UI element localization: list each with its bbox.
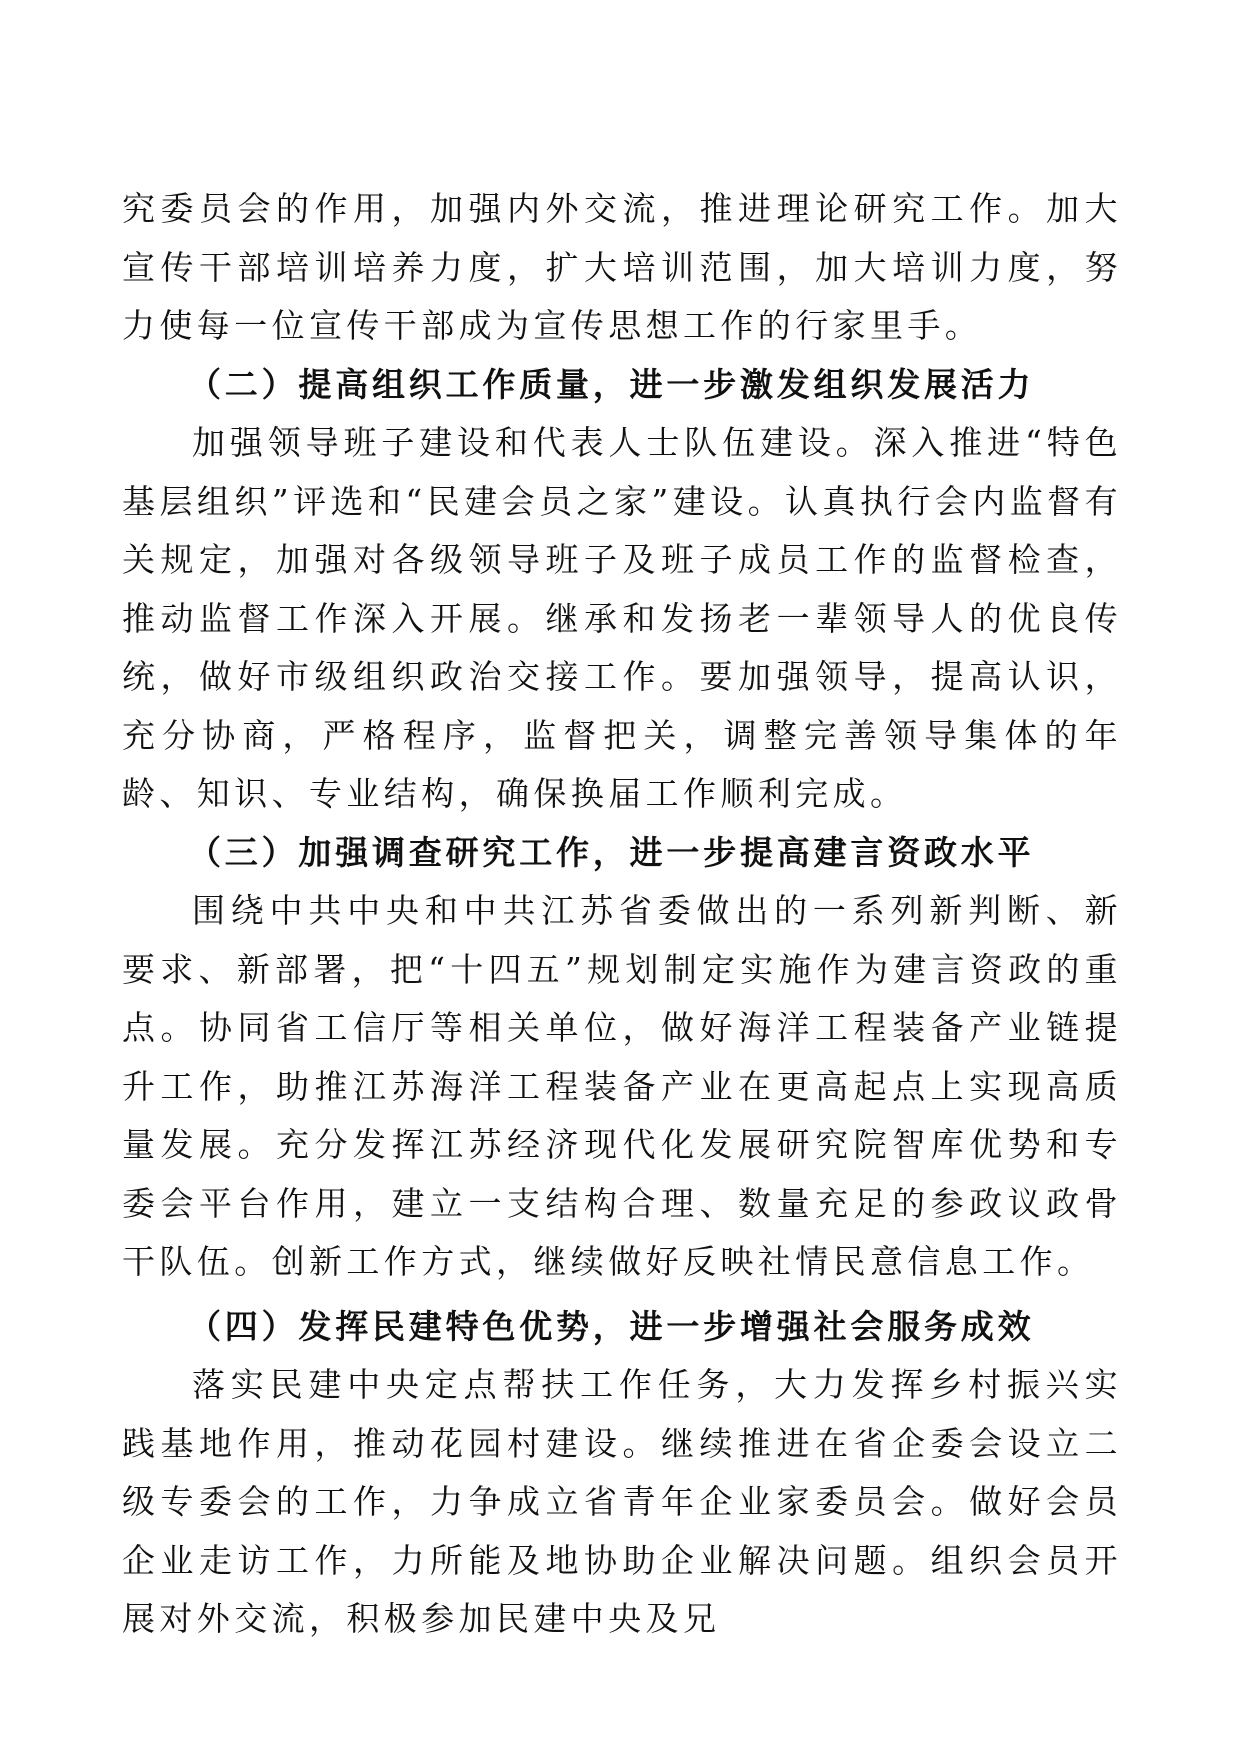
section-heading-4: （四）发挥民建特色优势，进一步增强社会服务成效 [188, 1306, 1035, 1346]
paragraph-section-3: 围绕中共中央和中共江苏省委做出的一系列新判断、新要求、新部署，把“十四五”规划制定实施作为建言资政的重点。协同省工信厅等相关单位，做好海洋工程装备产业链提升工作，助推江苏海洋工程装备产业在更高起点上实现高质量发展。充分发挥江苏经济现代化发展研究院智库优势和专委会平台作用，建立一支结构合理、数量充足的参政议政骨干队伍。创新工作方式，继续做好反映社情民意信息工作。 [122, 891, 1122, 1281]
document-body [122, 180, 1122, 1649]
paragraph-section-4: 落实民建中央定点帮扶工作任务，大力发挥乡村振兴实践基地作用，推动花园村建设。继续推进在省企委会设立二级专委会的工作，力争成立省青年企业家委员会。做好会员企业走访工作，力所能及地协助企业解决问题。组织会员开展对外交流，积极参加民建中央及兄 [122, 1365, 1122, 1638]
section-heading-2: （二）提高组织工作质量，进一步激发组织发展活力 [188, 364, 1035, 404]
paragraph-section-2: 加强领导班子建设和代表人士队伍建设。深入推进“特色基层组织”评选和“民建会员之家”建设。认真执行会内监督有关规定，加强对各级领导班子及班子成员工作的监督检查，推动监督工作深入开展。继承和发扬老一辈领导人的优良传统，做好市级组织政治交接工作。要加强领导，提高认识，充分协商，严格程序，监督把关，调整完善领导集体的年龄、知识、专业结构，确保换届工作顺利完成。 [122, 423, 1122, 813]
paragraph-intro: 究委员会的作用，加强内外交流，推进理论研究工作。加大宣传干部培训培养力度，扩大培训范围，加大培训力度，努力使每一位宣传干部成为宣传思想工作的行家里手。 [122, 189, 1122, 345]
section-heading-3: （三）加强调查研究工作，进一步提高建言资政水平 [188, 832, 1035, 872]
